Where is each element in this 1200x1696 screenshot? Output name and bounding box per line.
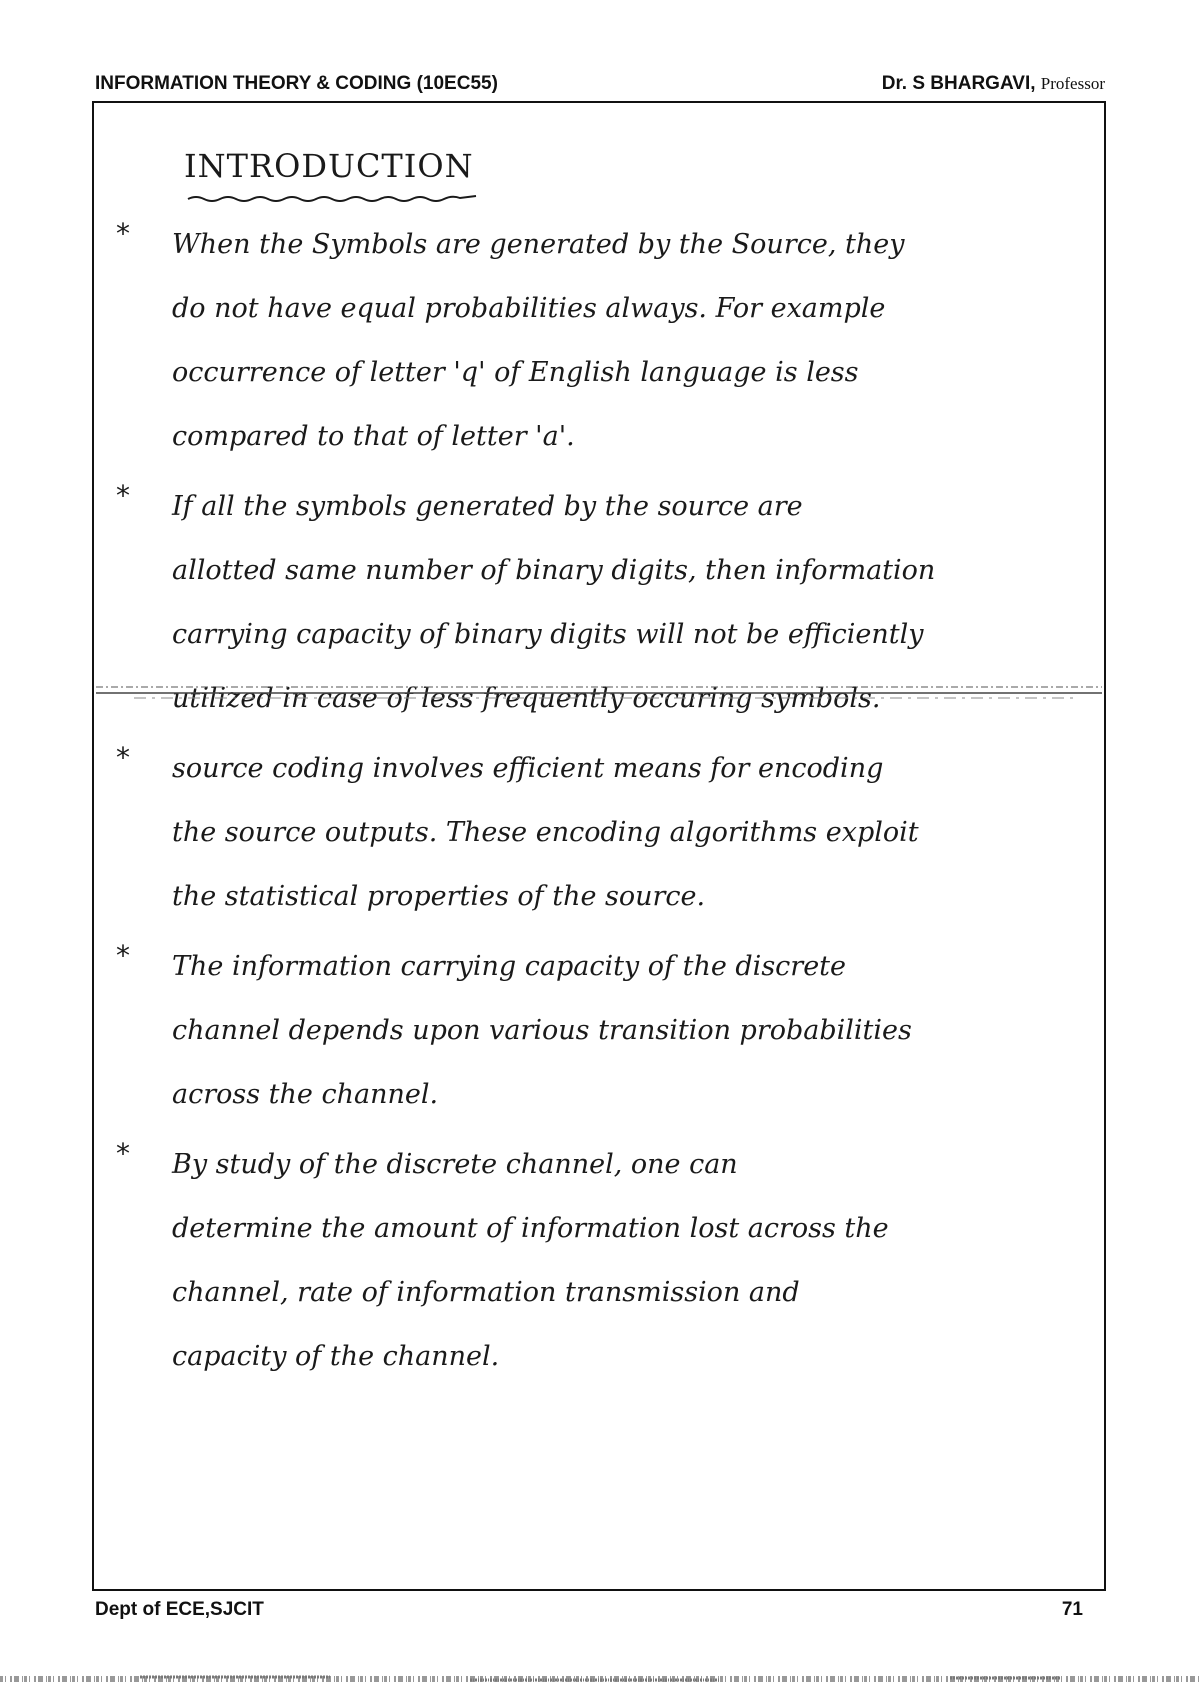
text-line: channel, rate of information transmission and	[172, 1277, 800, 1308]
bullet-text	[172, 737, 1072, 929]
bullet-star-icon: *	[116, 1137, 130, 1170]
text-line: carrying capacity of binary digits will not be efficiently	[172, 619, 924, 650]
text-line: source coding involves efficient means for encoding	[172, 753, 884, 784]
text-line: utilized in case of less frequently occuring symbols.	[172, 683, 881, 714]
page-title: INTRODUCTION	[184, 147, 474, 185]
bullet-item	[94, 935, 1104, 1127]
text-line: occurrence of letter 'q' of English language is less	[172, 357, 859, 388]
bullet-item	[94, 1133, 1104, 1389]
text-line: the statistical properties of the source.	[172, 881, 706, 912]
text-line: channel depends upon various transition probabilities	[172, 1015, 912, 1046]
bullet-star-icon: *	[116, 217, 130, 250]
bullet-text	[172, 935, 1072, 1127]
text-line: the source outputs. These encoding algorithms exploit	[172, 817, 919, 848]
text-line: capacity of the channel.	[172, 1341, 500, 1372]
bullet-star-icon: *	[116, 479, 130, 512]
footer-department: Dept of ECE,SJCIT	[95, 1599, 264, 1620]
author-credit	[882, 73, 1105, 95]
text-line: allotted same number of binary digits, then information	[172, 555, 936, 586]
text-line: determine the amount of information lost across the	[172, 1213, 889, 1244]
bullet-item	[94, 737, 1104, 929]
footer-page-number: 71	[1061, 1599, 1083, 1620]
title-block	[184, 147, 474, 185]
text-line: across the channel.	[172, 1079, 439, 1110]
author-role: Professor	[1040, 74, 1105, 93]
bullet-item	[94, 213, 1104, 469]
text-line: By study of the discrete channel, one can	[172, 1149, 738, 1180]
text-line: do not have equal probabilities always. For example	[172, 293, 886, 324]
bullet-star-icon: *	[116, 741, 130, 774]
text-line: compared to that of letter 'a'.	[172, 421, 575, 452]
text-line: When the Symbols are generated by the Source, they	[172, 229, 905, 260]
separator-lines	[94, 681, 1104, 711]
author-name: Dr. S BHARGAVI,	[881, 73, 1036, 94]
bullet-text	[172, 1133, 1072, 1389]
page-header	[95, 73, 1105, 99]
course-title: INFORMATION THEORY & CODING (10EC55)	[95, 73, 498, 94]
bullet-text	[172, 213, 1072, 469]
bullet-star-icon: *	[116, 939, 130, 972]
text-line: If all the symbols generated by the source are	[172, 491, 803, 522]
title-underline	[184, 191, 484, 205]
content-frame	[92, 101, 1106, 1591]
bullet-list	[94, 213, 1104, 1395]
text-line: The information carrying capacity of the discrete	[172, 951, 847, 982]
scan-noise-strip	[0, 1672, 1200, 1686]
